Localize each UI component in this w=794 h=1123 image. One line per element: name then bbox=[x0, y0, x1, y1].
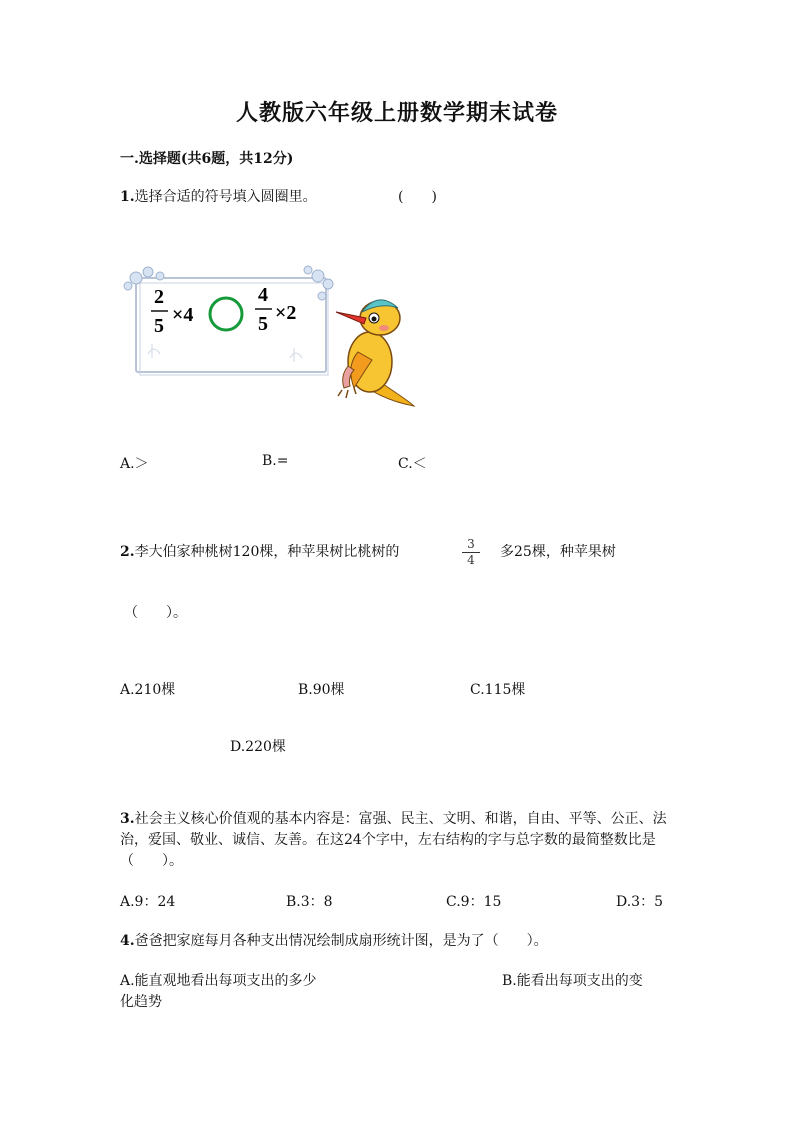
answer-blank: ( ) bbox=[398, 189, 437, 205]
right-multiplier: ×2 bbox=[275, 302, 297, 324]
question-text: 李大伯家种桃树120棵，种苹果树比桃树的 bbox=[134, 544, 400, 560]
right-fraction-numerator: 4 bbox=[258, 284, 268, 306]
comparison-circle bbox=[210, 298, 242, 330]
question-text-continued: 多25棵，种苹果树 bbox=[500, 544, 616, 560]
question-number: 2. bbox=[120, 544, 135, 560]
right-fraction-denominator: 5 bbox=[258, 313, 268, 335]
question-text: 爸爸把家庭每月各种支出情况绘制成扇形统计图，是为了（ ）。 bbox=[134, 933, 548, 949]
option-a: A.9：24 bbox=[120, 894, 176, 910]
question-text: 选择合适的符号填入圆圈里。 bbox=[134, 189, 317, 205]
section-heading: 一.选择题(共6题，共12分) bbox=[120, 151, 294, 167]
option-b-continued: 化趋势 bbox=[120, 994, 162, 1010]
option-c: C.＜ bbox=[398, 456, 427, 472]
question-2 bbox=[120, 541, 399, 561]
option-c: C.9：15 bbox=[446, 894, 502, 910]
option-a: A.能直观地看出每项支出的多少 bbox=[120, 973, 317, 989]
comparison-figure bbox=[122, 262, 422, 417]
inline-fraction bbox=[462, 538, 480, 567]
question-text: 社会主义核心价值观的基本内容是：富强、民主、文明、和谐，自由、平等、公正、法治，爱国、敬业、诚信、友善。在这24个字中，左右结构的字与总字数的最简整数比是（ ）。 bbox=[120, 811, 667, 869]
question-1 bbox=[120, 186, 317, 206]
question-number: 3. bbox=[120, 811, 135, 827]
question-3 bbox=[120, 809, 680, 872]
option-b: B.90棵 bbox=[298, 682, 345, 698]
question-number: 1. bbox=[120, 189, 135, 205]
option-c: C.115棵 bbox=[470, 682, 526, 698]
question-number: 4. bbox=[120, 933, 135, 949]
left-multiplier: ×4 bbox=[172, 304, 194, 326]
bird-illustration bbox=[336, 300, 414, 406]
fraction-denominator: 4 bbox=[467, 553, 475, 567]
option-b: B.= bbox=[262, 453, 289, 469]
option-b: B.能看出每项支出的变 bbox=[502, 973, 643, 989]
option-d: D.220棵 bbox=[230, 739, 286, 755]
answer-blank: （ ）。 bbox=[124, 605, 187, 621]
option-a: A.210棵 bbox=[120, 682, 176, 698]
left-fraction-denominator: 5 bbox=[154, 315, 164, 337]
option-a: A.＞ bbox=[120, 456, 149, 472]
fraction-numerator: 3 bbox=[467, 537, 475, 551]
left-fraction-numerator: 2 bbox=[154, 286, 164, 308]
question-4 bbox=[120, 930, 548, 950]
page-title: 人教版六年级上册数学期末试卷 bbox=[235, 100, 558, 126]
option-d: D.3：5 bbox=[616, 894, 663, 910]
option-b: B.3：8 bbox=[286, 894, 333, 910]
